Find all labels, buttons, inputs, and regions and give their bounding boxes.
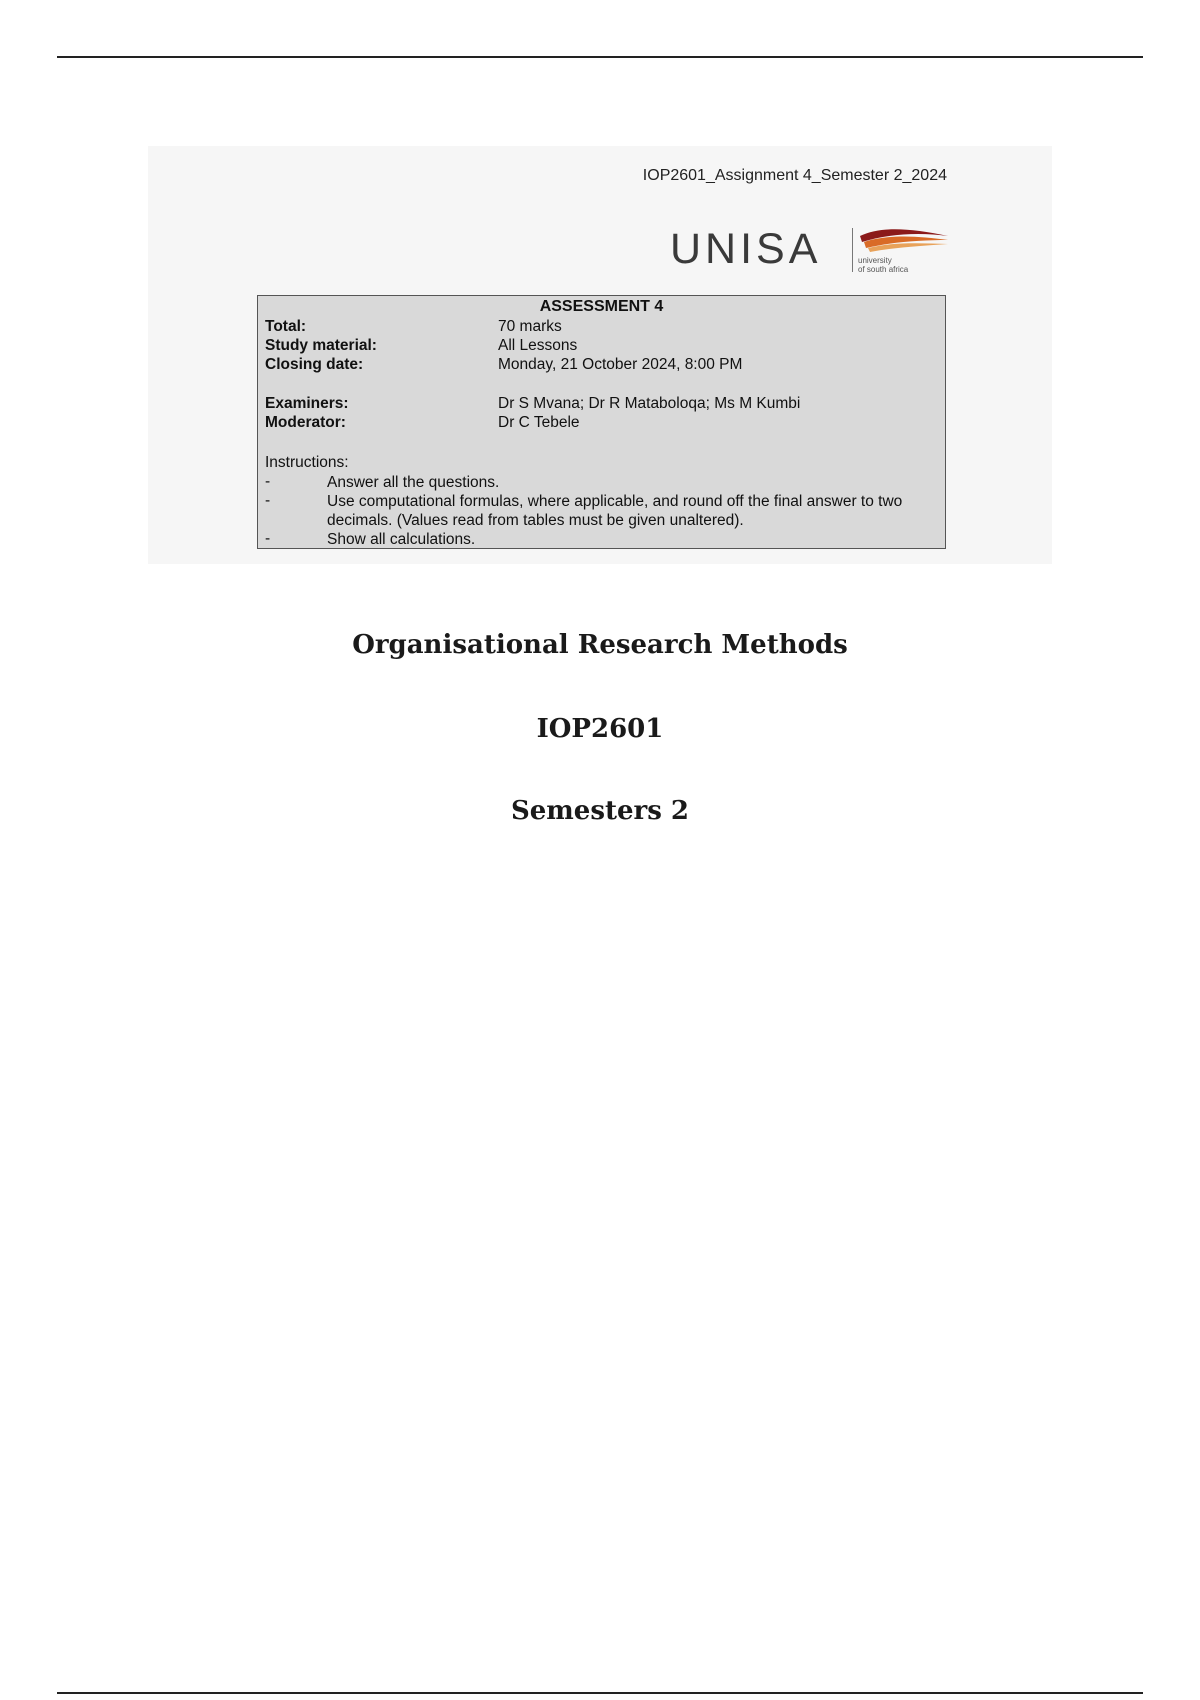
closing-date-row <box>265 356 939 375</box>
document-title: Organisational Research Methods <box>352 630 848 660</box>
instruction-dash: - <box>265 530 271 547</box>
total-row <box>265 318 939 337</box>
logo-divider <box>852 228 853 272</box>
semester-label: Semesters 2 <box>510 796 690 826</box>
closing-date-label: Closing date: <box>265 356 364 373</box>
study-material-row <box>265 337 939 356</box>
instruction-text: Show all calculations. <box>327 531 476 548</box>
assessment-box <box>257 295 946 549</box>
instruction-text: Answer all the questions. <box>327 474 500 491</box>
instructions-heading: Instructions: <box>265 454 349 471</box>
bottom-rule <box>57 1692 1143 1694</box>
study-material-label: Study material: <box>265 337 377 354</box>
logo-tagline: university of south africa <box>858 256 909 274</box>
instruction-dash: - <box>265 473 271 490</box>
top-rule <box>57 56 1143 58</box>
examiners-label: Examiners: <box>265 395 349 412</box>
study-material-value: All Lessons <box>498 337 578 354</box>
logo-flame-icon <box>858 226 950 252</box>
total-label: Total: <box>265 318 307 335</box>
unisa-logo <box>670 224 950 284</box>
examiners-row <box>265 395 939 414</box>
examiners-value: Dr S Mvana; Dr R Mataboloqa; Ms M Kumbi <box>498 395 801 412</box>
assessment-title: ASSESSMENT 4 <box>539 298 664 315</box>
moderator-row <box>265 414 939 433</box>
instruction-dash: - <box>265 492 271 509</box>
closing-date-value: Monday, 21 October 2024, 8:00 PM <box>498 356 743 373</box>
total-value: 70 marks <box>498 318 562 335</box>
logo-wordmark: UNISA <box>670 225 822 273</box>
moderator-label: Moderator: <box>265 414 346 431</box>
instruction-text: Use computational formulas, where applicable, and round off the final answer to two decimals. (Values read from tables must be given unaltered). <box>327 493 903 529</box>
course-code: IOP2601 <box>536 714 664 744</box>
moderator-value: Dr C Tebele <box>498 414 580 431</box>
document-reference: IOP2601_Assignment 4_Semester 2_2024 <box>642 167 947 184</box>
